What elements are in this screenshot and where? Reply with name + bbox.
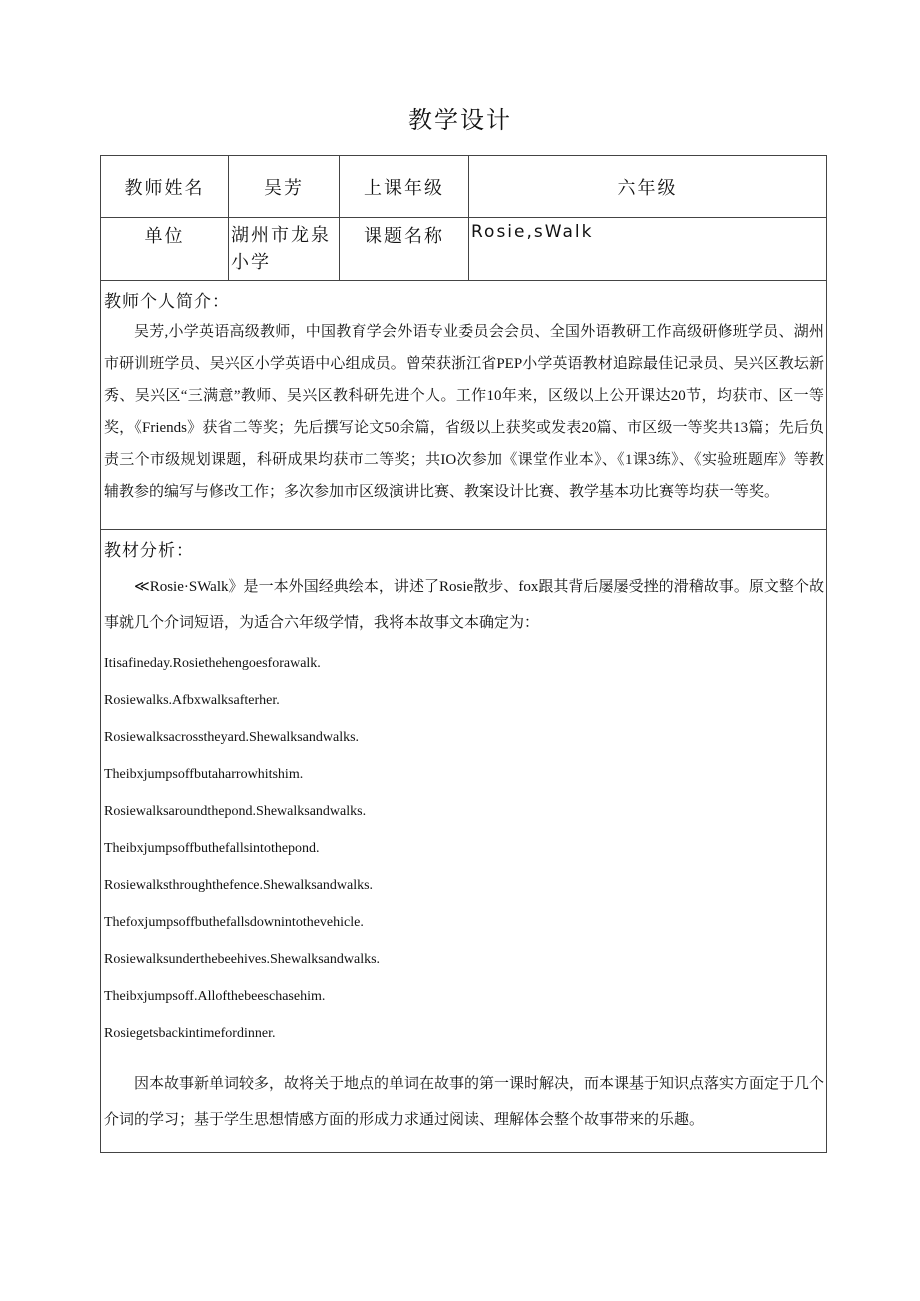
- story-line: Rosiewalksacrosstheyard.Shewalksandwalks.: [104, 730, 360, 745]
- lesson-table: [100, 155, 827, 1153]
- grade-value: 六年级: [469, 156, 827, 218]
- intro-text: 吴芳,小学英语高级教师，中国教育学会外语专业委员会会员、全国外语教研工作高级研修班学员、湖州市研训班学员、吴兴区小学英语中心组成员。曾荣获浙江省PEP小学英语教材追踪最佳记录员、吴兴区教坛新秀、吴兴区“三满意”教师、吴兴区教科研先进个人。工作10年来，区级以上公开课达20节，均获市、区一等奖，《Friends》获省二等奖；先后撰写论文50余篇，省级以上获奖或发表20篇、市区级一等奖共13篇；先后负责三个市级规划课题，科研成果均获市二等奖；共IO次参加《课堂作业本》、《1课3练》、《实验班题库》等教辅教参的编写与修改工作；多次参加市区级演讲比赛、教案设计比赛、教学基本功比赛等均获一等奖。: [104, 324, 824, 500]
- grade-label: 上课年级: [340, 156, 469, 218]
- topic-label: 课题名称: [340, 218, 469, 281]
- teacher-label: 教师姓名: [101, 156, 229, 218]
- story-line: Thefoxjumpsoffbuthefallsdownintothevehicle.: [104, 915, 364, 930]
- story-line: Theibxjumpsoff.Allofthebeeschasehim.: [104, 989, 326, 1004]
- analysis-para2: 因本故事新单词较多，故将关于地点的单词在故事的第一课时解决，而本课基于知识点落实方面定于几个介词的学习；基于学生思想情感方面的形成力求通过阅读、理解体会整个故事带来的乐趣。: [104, 1076, 825, 1128]
- story-line: Rosiewalksunderthebeehives.Shewalksandwalks.: [104, 952, 381, 967]
- analysis-heading: 教材分析：: [104, 541, 194, 561]
- story-line: Itisafineday.Rosiethehengoesforawalk.: [104, 656, 321, 671]
- intro-section: [101, 281, 827, 530]
- story-line: Rosiewalks.Afbxwalksafterher.: [104, 693, 280, 708]
- story-line: Rosiewalksaroundthepond.Shewalksandwalks.: [104, 804, 367, 819]
- page-title: 教学设计: [408, 106, 512, 134]
- story-line: Rosiegetsbackintimefordinner.: [104, 1026, 276, 1041]
- analysis-section: [101, 530, 827, 1153]
- story-line: Theibxjumpsoffbuthefallsintothepond.: [104, 841, 320, 856]
- story-text: [104, 645, 824, 1052]
- story-line: Theibxjumpsoffbutaharrowhitshim.: [104, 767, 304, 782]
- teacher-name: 吴芳: [229, 156, 340, 218]
- intro-heading: 教师个人简介：: [104, 292, 230, 312]
- topic-value: Rosie,sWalk: [469, 218, 827, 281]
- unit-label: 单位: [101, 218, 229, 281]
- story-line: Rosiewalksthroughthefence.Shewalksandwalks.: [104, 878, 374, 893]
- unit-value: 湖州市龙泉小学: [229, 218, 340, 281]
- analysis-para1: ≪Rosie·SWalk》是一本外国经典绘本，讲述了Rosie散步、fox跟其背后屡屡受挫的滑稽故事。原文整个故事就几个介词短语，为适合六年级学情，我将本故事文本确定为：: [104, 579, 824, 631]
